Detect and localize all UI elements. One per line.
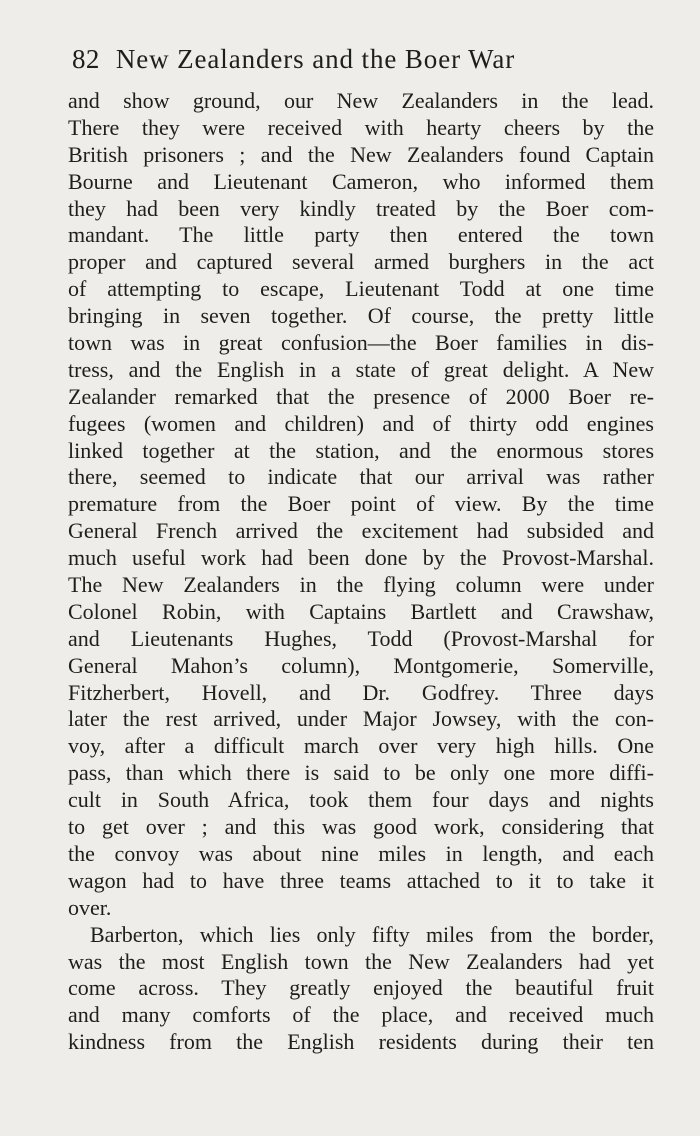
- text-line: premature from the Boer point of view. By the time: [68, 491, 654, 517]
- text-line: there, seemed to indicate that our arrival was rather: [68, 464, 654, 490]
- text-line: kindness from the English residents during their ten: [68, 1029, 654, 1055]
- text-line: linked together at the station, and the enormous stores: [68, 437, 654, 463]
- text-line: and show ground, our New Zealanders in the lead.: [68, 88, 654, 113]
- text-line: voy, after a difficult march over very high hills. One: [68, 733, 654, 759]
- text-line: cult in South Africa, took them four days and nights: [68, 787, 654, 813]
- text-line: Barberton, which lies only fifty miles from the border,: [90, 921, 654, 947]
- paragraph-2: [68, 922, 654, 1056]
- text-line: and many comforts of the place, and received much: [68, 1002, 654, 1028]
- text-line: General Mahon’s column), Montgomerie, Somerville,: [68, 652, 654, 678]
- text-line: to get over ; and this was good work, considering that: [68, 814, 654, 840]
- text-line: over.: [68, 894, 112, 920]
- text-line: Zealander remarked that the presence of 2000 Boer re-: [68, 383, 654, 409]
- running-header: [72, 40, 632, 78]
- text-line: come across. They greatly enjoyed the beautiful fruit: [68, 975, 654, 1001]
- text-line: pass, than which there is said to be only one more diffi-: [68, 760, 654, 786]
- text-line: General French arrived the excitement had subsided and: [68, 518, 654, 544]
- text-line: fugees (women and children) and of thirty odd engines: [68, 410, 654, 436]
- body-text: [68, 88, 654, 1056]
- text-line: was the most English town the New Zealanders had yet: [68, 948, 654, 974]
- text-line: The New Zealanders in the flying column were under: [68, 572, 654, 598]
- running-title: New Zealanders and the Boer War: [115, 43, 516, 74]
- text-line: proper and captured several armed burghers in the act: [68, 249, 654, 275]
- text-line: of attempting to escape, Lieutenant Todd at one time: [68, 276, 654, 302]
- text-line: Fitzherbert, Hovell, and Dr. Godfrey. Three days: [68, 679, 654, 705]
- text-line: British prisoners ; and the New Zealanders found Captain: [68, 141, 654, 167]
- text-line: the convoy was about nine miles in length, and each: [68, 840, 654, 866]
- page-number: 82: [72, 43, 100, 74]
- text-line: Colonel Robin, with Captains Bartlett and Crawshaw,: [68, 598, 654, 624]
- text-line: later the rest arrived, under Major Jowsey, with the con-: [68, 706, 654, 732]
- text-line: bringing in seven together. Of course, the pretty little: [68, 303, 654, 329]
- text-line: tress, and the English in a state of great delight. A New: [68, 356, 654, 382]
- text-line: Bourne and Lieutenant Cameron, who informed them: [68, 168, 654, 194]
- text-line: wagon had to have three teams attached to it to take it: [68, 867, 654, 893]
- text-line: much useful work had been done by the Provost-Marshal.: [68, 545, 654, 571]
- paragraph-1: [68, 88, 654, 922]
- text-line: and Lieutenants Hughes, Todd (Provost-Marshal for: [68, 625, 654, 651]
- text-line: they had been very kindly treated by the Boer com-: [68, 195, 654, 221]
- text-line: town was in great confusion—the Boer families in dis-: [68, 330, 654, 356]
- text-line: There they were received with hearty cheers by the: [68, 114, 654, 140]
- text-line: mandant. The little party then entered the town: [68, 222, 654, 248]
